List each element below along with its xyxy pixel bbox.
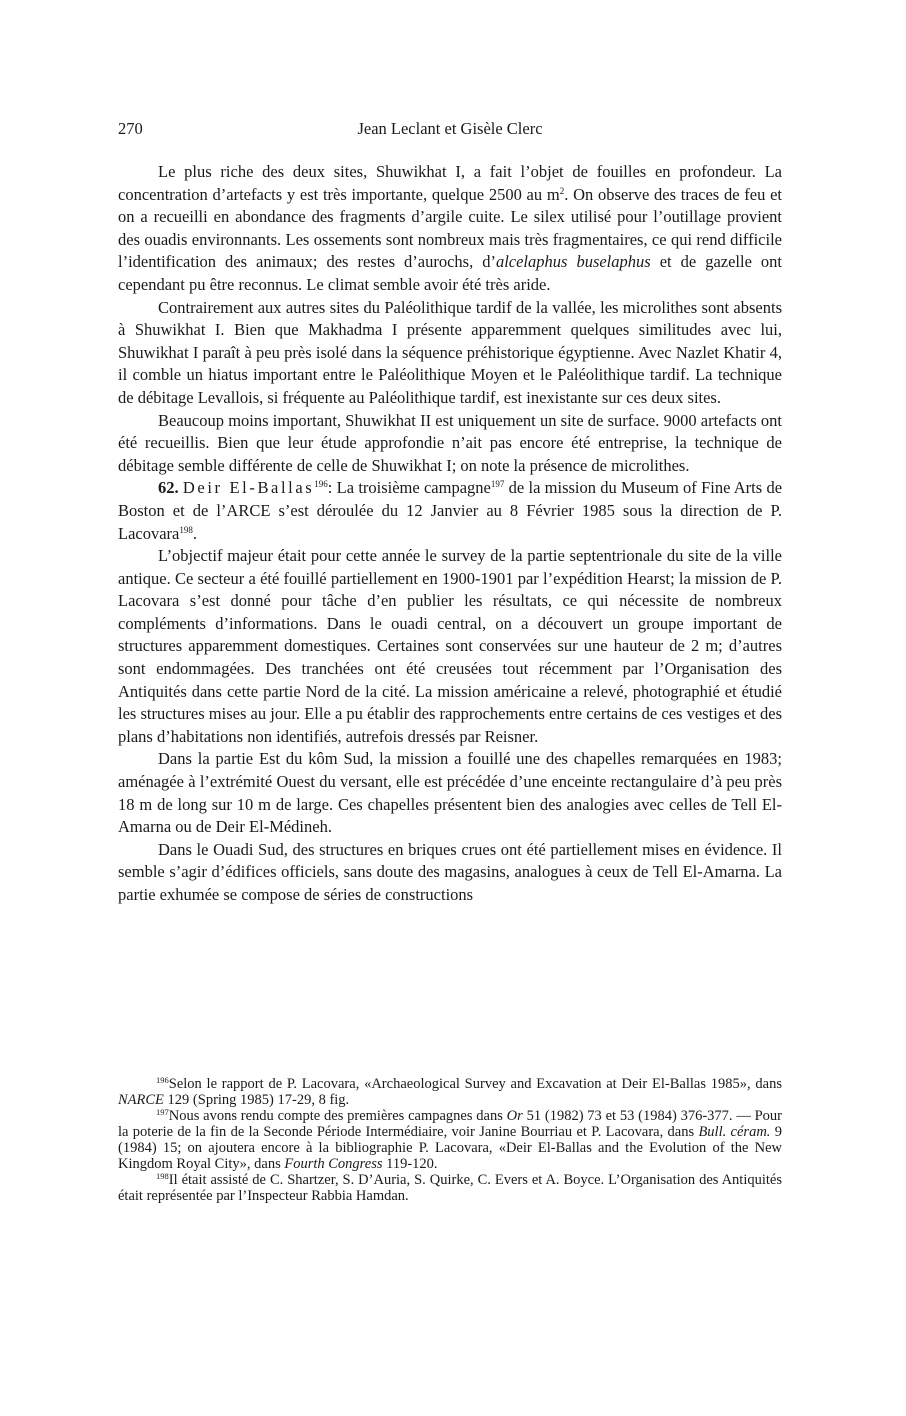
text: Nous avons rendu compte des premières campagnes dans — [168, 1108, 507, 1124]
species-name: alcelaphus buselaphus — [495, 252, 651, 272]
body-text — [118, 161, 782, 907]
section-number: 62. — [158, 478, 179, 498]
text: et de gazelle ont cependant pu être reconnus. Le climat semble avoir été très aride. — [118, 252, 782, 294]
paragraph-shuwikhat-ii: Beaucoup moins important, Shuwikhat II est uniquement un site de surface. 9000 artefacts ont été recueillis. Bien que leur étude approfondie n’ait pas encore été entreprise, la technique de débitage semble différente de celle de Shuwikhat I; on note la présence de microlithes. — [118, 410, 782, 475]
text: : La troisième campagne — [327, 478, 491, 498]
text: 51 (1982) 73 et 53 (1984) 376-377. — Pour la poterie de la fin de la Seconde Période Intermédiaire, voir Janine Bourriau et P. Lacovara, dans — [118, 1108, 782, 1140]
running-title: Jean Leclant et Gisèle Clerc — [357, 119, 543, 138]
journal-title: NARCE — [118, 1092, 164, 1108]
text: de la mission du Museum of Fine Arts de Boston et de l’ARCE s’est déroulée du 12 Janvier au 8 Février 1985 sous la direction de P. Lacovara — [118, 478, 783, 543]
text: 129 (Spring 1985) 17-29, 8 fig. — [163, 1092, 350, 1108]
text: . — [192, 523, 197, 543]
text: Le plus riche des deux sites, Shuwikhat I, a fait l’objet de fouilles en profondeur. La concentration d’artefacts y est très importante, quelque 2500 au m — [118, 162, 782, 204]
text: 9 (1984) 15; on ajoutera encore à la bibliographie P. Lacovara, «Deir El-Ballas and the Evolution of the New Kingdom Royal City», dans — [118, 1124, 782, 1172]
superscript: 2 — [559, 185, 565, 196]
footnote-number: 198 — [156, 1171, 169, 1181]
site-name: Deir El-Ballas — [182, 478, 315, 498]
footnote-number: 197 — [156, 1107, 169, 1117]
paragraph-objectif: L’objectif majeur était pour cette année le survey de la partie septentrionale du site de la ville antique. Ce secteur a été fouillé partiellement en 1900-1901 par l’expédition Hearst; la mission de P. Lacovara s’est donné pour tâche d’en publier les résultats, ce qui nécessite de nombreux compléments d’informations. Dans le ouadi central, on a découvert un groupe important de structures apparemment domestiques. Certaines sont conservées sur une hauteur de 2 m; d’autres sont endommagées. Des tranchées ont été creusées tout récemment par l’Organisation des Antiquités dans cette partie Nord de la cité. La mission américaine a relevé, photographié et étudié les structures mises au jour. Elle a pu établir des rapprochements entre certains de ces vestiges et des plans d’habitations non identifiés, autrefois dressés par Reisner. — [118, 546, 782, 746]
footnotes — [118, 1076, 782, 1204]
page-number: 270 — [118, 119, 143, 138]
text: Selon le rapport de P. Lacovara, «Archaeological Survey and Excavation at Deir El-Ballas 1985», dans — [168, 1076, 782, 1092]
footnote-ref-197: 197 — [490, 479, 505, 490]
paragraph-ouadi-sud: Dans le Ouadi Sud, des structures en briques crues ont été partiellement mises en évidence. Il semble s’agir d’édifices officiels, sans doute des magasins, analogues à ceux de Tell El-Amarna. La partie exhumée se compose de séries de constructions — [118, 839, 782, 904]
paragraph-microlithes: Contrairement aux autres sites du Paléolithique tardif de la vallée, les microlithes sont absents à Shuwikhat I. Bien que Makhadma I présente apparemment quelques similitudes avec lui, Shuwikhat I paraît à peu près isolé dans la séquence préhistorique égyptienne. Avec Nazlet Khatir 4, il comble un hiatus important entre le Paléolithique Moyen et le Paléolithique tardif. La technique de débitage Levallois, si fréquente au Paléolithique tardif, est inexistante sur ces deux sites. — [118, 297, 782, 407]
footnote-ref-196: 196 — [314, 479, 328, 490]
text: 119-120. — [382, 1156, 438, 1172]
footnote-number: 196 — [156, 1075, 169, 1085]
journal-title: Or — [506, 1108, 523, 1124]
footnote-198 — [118, 1172, 782, 1204]
footnote-196 — [118, 1076, 782, 1108]
paragraph-deir-el-ballas — [118, 477, 782, 545]
text: Il était assisté de C. Shartzer, S. D’Auria, S. Quirke, C. Evers et A. Boyce. L’Organisation des Antiquités était représentée par l’Inspecteur Rabbia Hamdan. — [118, 1172, 782, 1204]
journal-title: Fourth Congress — [284, 1156, 383, 1172]
paragraph-shuwikhat-i — [118, 161, 782, 297]
footnote-ref-198: 198 — [179, 524, 193, 535]
journal-title: Bull. céram. — [698, 1124, 771, 1140]
paragraph-kom-sud: Dans la partie Est du kôm Sud, la mission a fouillé une des chapelles remarquées en 1983; aménagée à l’extrémité Ouest du versant, elle est précédée d’une enceinte rectangulaire d’à peu près 18 m de long sur 10 m de large. Ces chapelles présentent bien des analogies avec celles de Tell El-Amarna ou de Deir El-Médineh. — [118, 749, 782, 837]
page-header — [118, 117, 782, 141]
text: . On observe des traces de feu et on a recueilli en abondance des fragments d’argile cuite. Le silex utilisé pour l’outillage provient des ouadis environnants. Les ossements sont nombreux mais très fragmentaires, ce qui rend difficile l’identification des animaux; des restes d’aurochs, d’ — [118, 184, 782, 272]
footnote-197 — [118, 1108, 782, 1172]
